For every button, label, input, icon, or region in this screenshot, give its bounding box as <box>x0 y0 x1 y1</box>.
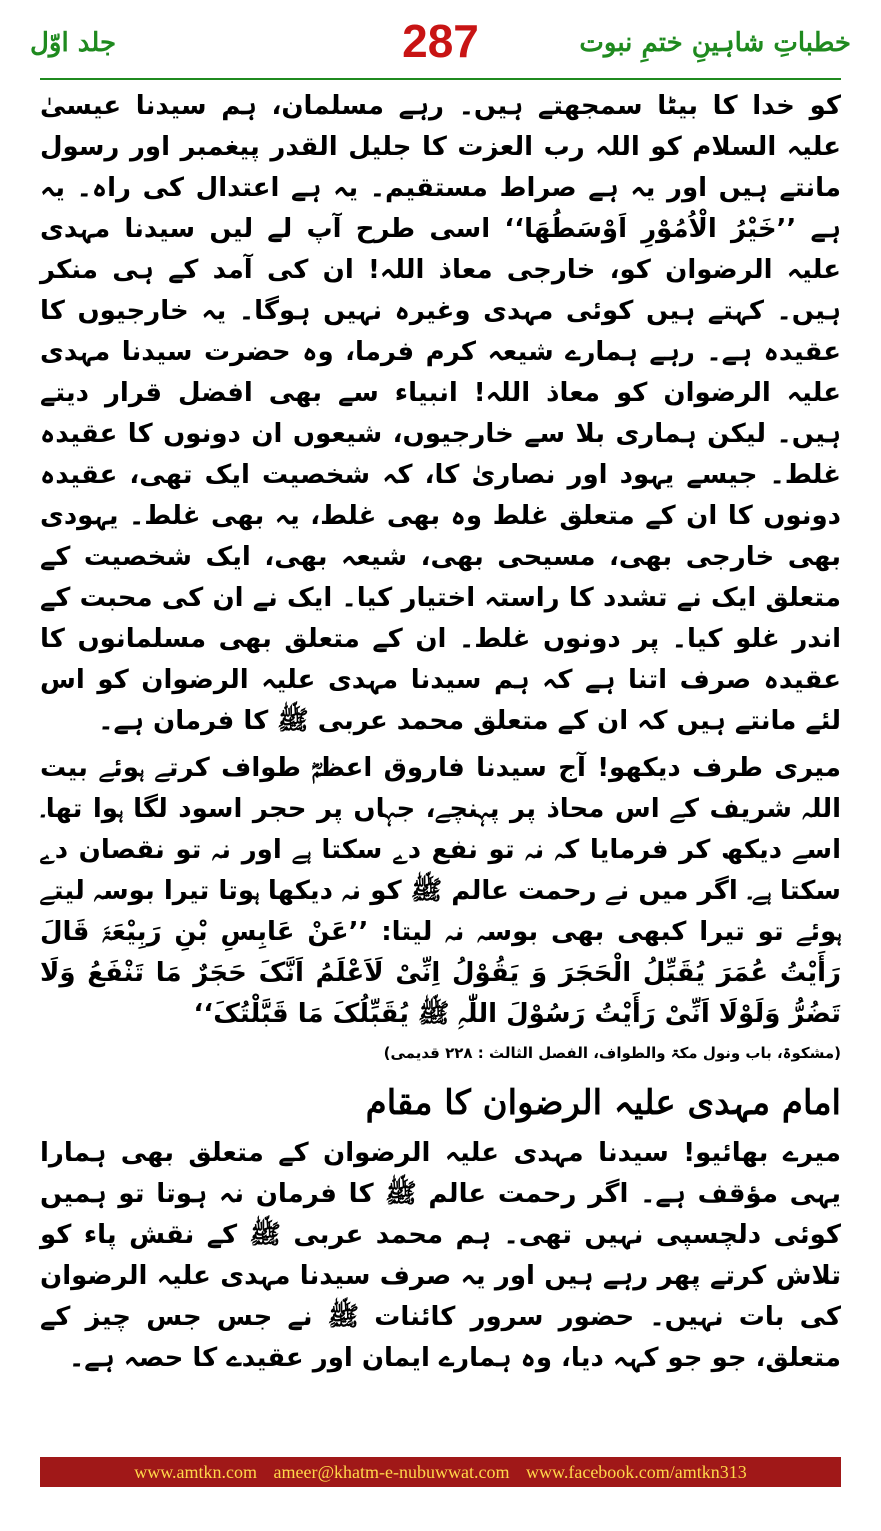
page-body <box>40 86 841 1471</box>
section-heading: امام مہدی علیہ الرضوان کا مقام <box>365 1083 841 1123</box>
email-link[interactable]: ameer@khatm-e-nubuwwat.com <box>273 1462 510 1482</box>
paragraph-1: کو خدا کا بیٹا سمجھتے ہیں۔ رہے مسلمان، ہم سیدنا عیسیٰ علیہ السلام کو اللہ رب العزت کا جلیل القدر پیغمبر اور رسول مانتے ہیں اور یہ ہے صراط مستقیم۔ یہ ہے اعتدال کی راہ۔ یہ ہے ’’خَیْرُ الْاُمُوْرِ اَوْسَطُھَا‘‘ اسی طرح آپ لے لیں سیدنا مہدی علیہ الرضوان کو، خارجی معاذ اللہ! ان کی آمد کے ہی منکر ہیں۔ کہتے ہیں کوئی مہدی وغیرہ نہیں ہوگا۔ یہ خارجیوں کا عقیدہ ہے۔ رہے ہمارے شیعہ کرم فرما، وہ حضرت سیدنا مہدی علیہ الرضوان کو معاذ اللہ! انبیاء سے بھی افضل قرار دیتے ہیں۔ لیکن ہماری بلا سے خارجیوں، شیعوں ان دونوں کا عقیدہ غلط۔ جیسے یہود اور نصاریٰ کا، کہ شخصیت ایک تھی، عقیدہ دونوں کا ان کے متعلق غلط وہ بھی غلط، یہ بھی غلط۔ یہودی بھی خارجی بھی، مسیحی بھی، شیعہ بھی، ایک شخصیت کے متعلق ایک نے تشدد کا راستہ اختیار کیا۔ ایک نے ان کی محبت کے اندر غلو کیا۔ پر دونوں غلط۔ ان کے متعلق بھی مسلمانوں کا عقیدہ صرف اتنا ہے کہ ہم سیدنا مہدی علیہ الرضوان کو اس لئے مانتے ہیں کہ ان کے متعلق محمد عربی ﷺ کا فرمان ہے۔ <box>40 91 841 736</box>
facebook-link[interactable]: www.facebook.com/amtkn313 <box>526 1462 747 1482</box>
website-link[interactable]: www.amtkn.com <box>134 1462 258 1482</box>
paragraph-3: میرے بھائیو! سیدنا مہدی علیہ الرضوان کے متعلق بھی ہمارا یہی مؤقف ہے۔ اگر رحمت عالم ﷺ کا فرمان نہ ہوتا تو ہمیں کوئی دلچسپی نہیں تھی۔ ہم محمد عربی ﷺ کے نقش پاء کو تلاش کرتے پھر رہے ہیں اور یہ صرف سیدنا مہدی علیہ الرضوان کی بات نہیں۔ حضور سرور کائنات ﷺ نے جس جس چیز کے متعلق، جو جو کہہ دیا، وہ ہمارے ایمان اور عقیدے کا حصہ ہے۔ <box>40 1138 841 1373</box>
book-title: خطباتِ شاہینِ ختمِ نبوت <box>579 28 851 58</box>
paragraph-2: میری طرف دیکھو! آج سیدنا فاروق اعظمؓ طواف کرتے ہوئے بیت اللہ شریف کے اس محاذ پر پہنچے، جہاں پر حجر اسود لگا ہوا تھا۔ اسے دیکھ کر فرمایا کہ نہ تو نفع دے سکتا ہے اور نہ تو نقصان دے سکتا ہے۔ اگر میں نے رحمت عالم ﷺ کو نہ دیکھا ہوتا تیرا بوسہ لیتے ہوئے تو تیرا کبھی بھی بوسہ نہ لیتا: ’’عَنْ عَابِسِ بْنِ رَبِیْعَۃَ قَالَ رَأَیْتُ عُمَرَ یُقَبِّلُ الْحَجَرَ وَ یَقُوْلُ اِنِّیْ لَاَعْلَمُ اَنَّکَ حَجَرٌ مَا تَنْفَعُ وَلَا تَضُرُّ وَلَوْلَا اَنِّیْ رَأَیْتُ رَسُوْلَ اللّٰہِ ﷺ یُقَبِّلُکَ مَا قَبَّلْتُکَ‘‘ <box>40 753 841 1029</box>
hadith-reference: (مشکوۃ، باب ونول مکۃ والطواف، الفصل الثالث : ۲۲۸ قدیمی) <box>383 1044 841 1062</box>
page-footer <box>40 1457 841 1487</box>
volume-label: جلد اوّل <box>30 28 117 58</box>
page-header <box>30 14 851 70</box>
header-divider <box>40 78 841 80</box>
page-number: 287 <box>402 15 479 67</box>
